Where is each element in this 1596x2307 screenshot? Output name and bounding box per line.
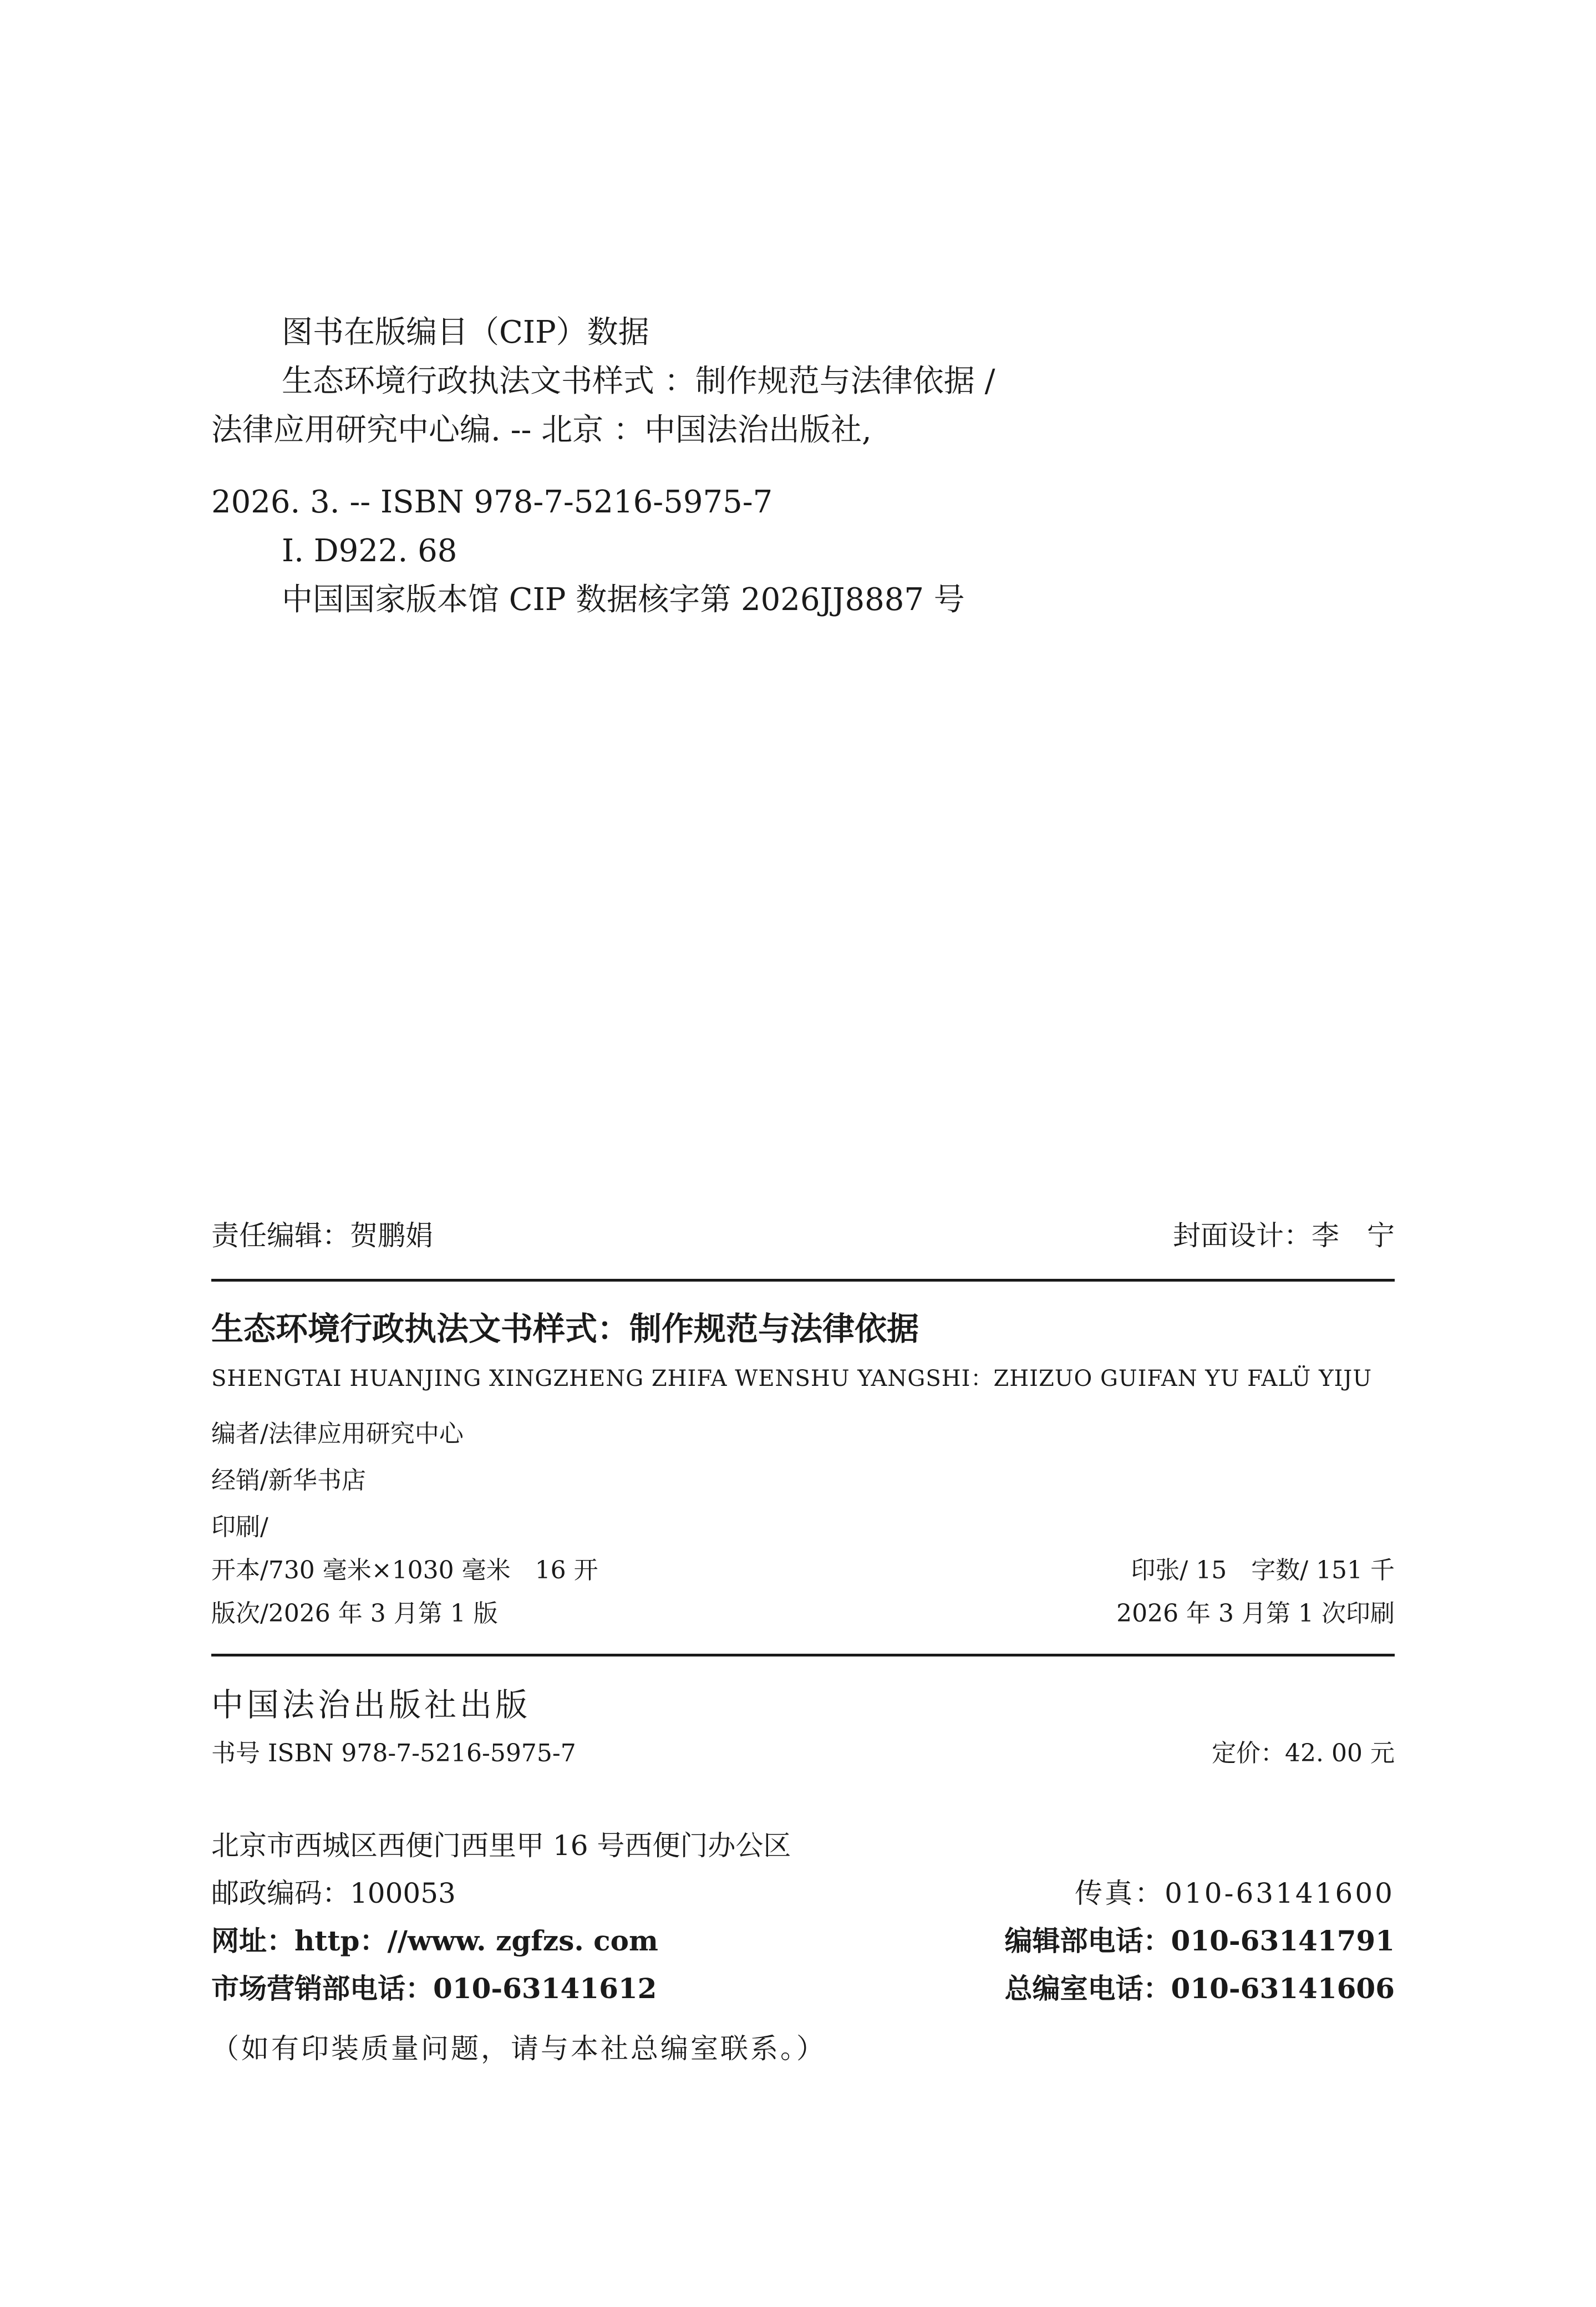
responsible-editor: 责任编辑：贺鹏娟 [211,1219,433,1252]
book-printer: 印刷/ [211,1513,268,1541]
book-format: 开本/730 毫米×1030 毫米 16 开 [211,1556,598,1584]
cip-line-classification: Ⅰ. D922. 68 [282,533,458,569]
book-isbn: 书号 ISBN 978-7-5216-5975-7 [211,1739,576,1767]
quality-note: （如有印装质量问题，请与本社总编室联系。） [211,2032,826,2065]
cip-line-verification: 中国国家版本馆 CIP 数据核字第 2026JJ8887 号 [282,582,965,618]
postal-code: 邮政编码：100053 [211,1877,456,1909]
publisher-address: 北京市西城区西便门西里甲 16 号西便门办公区 [211,1830,791,1862]
cover-designer: 封面设计：李 宁 [1173,1219,1395,1252]
book-edition: 版次/2026 年 3 月第 1 版 [211,1599,498,1628]
book-title: 生态环境行政执法文书样式：制作规范与法律依据 [211,1310,919,1348]
middle-rule [211,1654,1395,1656]
cip-line-isbn: 2026. 3. -- ISBN 978-7-5216-5975-7 [211,484,773,520]
cip-line-title: 生态环境行政执法文书样式 ：制作规范与法律依据 / [282,363,995,399]
book-distributor: 经销/新华书店 [211,1466,366,1495]
book-price: 定价：42. 00 元 [1212,1739,1395,1767]
book-sheets-words: 印张/ 15 字数/ 151 千 [1131,1556,1395,1584]
book-title-pinyin: SHENGTAI HUANJING XINGZHENG ZHIFA WENSHU YANGSHI：ZHIZUO GUIFAN YU FALÜ YIJU [211,1366,1373,1391]
website: 网址：http：//www. zgfzs. com [211,1924,658,1957]
marketing-phone: 市场营销部电话：010-63141612 [211,1972,657,2005]
chief-editor-phone: 总编室电话：010-63141606 [1004,1972,1395,2005]
cip-line-publisher: 法律应用研究中心编. -- 北京 ：中国法治出版社, [211,412,872,448]
publisher-name: 中国法治出版社出版 [211,1686,531,1724]
fax-number: 传真：010-63141600 [1075,1877,1395,1909]
cip-title: 图书在版编目（CIP）数据 [282,314,649,350]
editorial-phone: 编辑部电话：010-63141791 [1004,1924,1395,1957]
book-author: 编者/法律应用研究中心 [211,1420,464,1448]
book-printing: 2026 年 3 月第 1 次印刷 [1116,1599,1395,1628]
top-rule [211,1279,1395,1282]
